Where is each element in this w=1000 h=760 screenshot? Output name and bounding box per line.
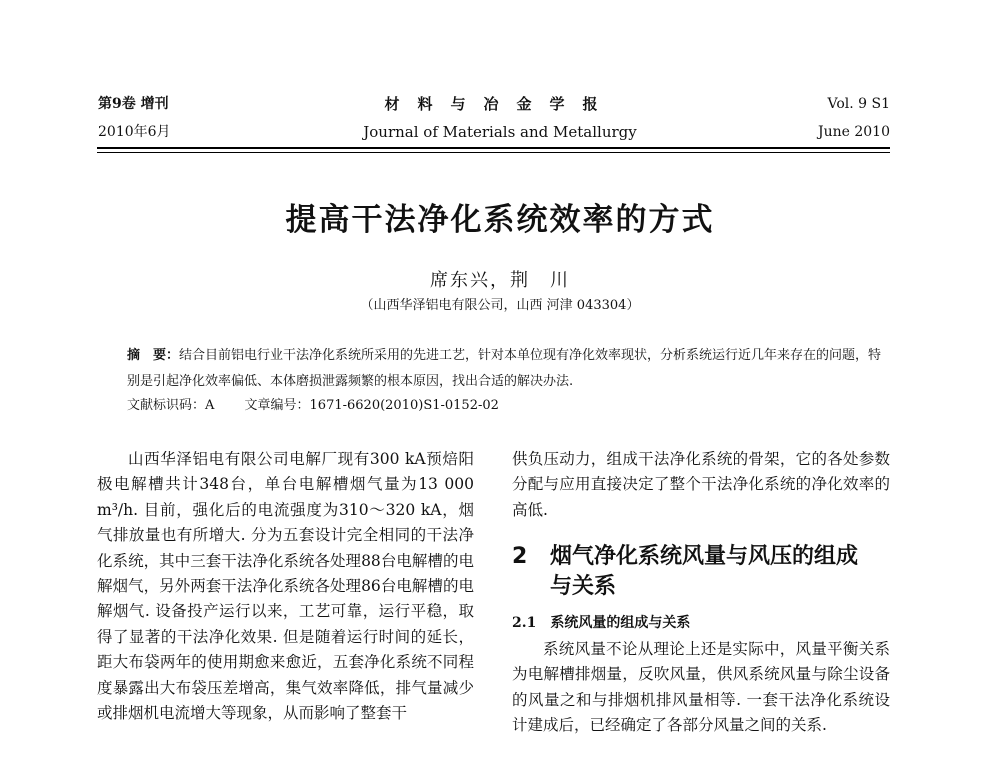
section-2-title-line2: 与关系 [550,574,617,599]
date-en: June 2010 [817,124,890,140]
section-2-1-title: 系统风量的组成与关系 [550,615,691,631]
section-2-1-number: 2.1 [512,615,537,631]
section-2-1-heading [512,612,690,632]
header-rule-thin [97,152,890,153]
affiliation: （山西华泽铝电有限公司，山西 河津 043304） [360,298,640,313]
abstract [127,343,887,395]
article-meta [127,394,525,413]
header-right [818,90,890,146]
body-left-column: 山西华泽铝电有限公司电解厂现有300 kA预焙阳极电解槽共计348台，单台电解槽烟气量为13 000 m³/h. 目前，强化后的电流强度为310～320 kA，烟气排放量也有所增大. 分为五套设计完全相同的干法净化系统，其中三套干法净化系统各处理88台电解槽的电解烟气，另外两套干法净化系统各处理86台电解槽的电解烟气. 设备投产运行以来，工艺可靠，运行平稳，取得了显著的干法净化效果. 但是随着运行时间的延长，距大布袋两年的使用期愈来愈近，五套净化系统不同程度暴露出大布袋压差增高，集气效率降低，排气量减少或排烟机电流增大等现象，从而影响了整套干 [97,450,474,723]
authors: 席东兴，荆 川 [430,270,570,291]
abstract-label: 摘 要： [127,348,180,363]
article-number: 文章编号：1671-6620(2010)S1-0152-02 [244,398,499,413]
doc-code: 文献标识码：A [127,398,215,413]
volume-en: Vol. 9 S1 [827,96,890,112]
section-2-heading [512,542,858,602]
section-2-number: 2 [512,544,528,569]
journal-title-en: Journal of Materials and Metallurgy [363,123,637,141]
volume-cn: 第9卷 增刊 [98,96,169,112]
body-right-bottom: 系统风量不论从理论上还是实际中，风量平衡关系为电解槽排烟量，反吹风量，供风系统风量与除尘设备的风量之和与排烟机排风量相等. 一套干法净化系统设计建成后，已经确定了各部分风量之间的关系. [512,640,890,735]
header-rule-thick [97,147,890,149]
date-cn: 2010年6月 [98,124,171,140]
body-right-top: 供负压动力，组成干法净化系统的骨架，它的各处参数分配与应用直接决定了整个干法净化系统的净化效率的高低. [512,450,890,519]
journal-title-cn: 材料与冶金学报 [384,95,616,113]
section-2-title-line1: 烟气净化系统风量与风压的组成 [550,544,859,569]
abstract-text: 结合目前铝电行业干法净化系统所采用的先进工艺，针对本单位现有净化效率现状，分析系统运行近几年来存在的问题，特别是引起净化效率偏低、本体磨损泄露频繁的根本原因，找出合适的解决办法. [127,348,882,389]
paper-title: 提高干法净化系统效率的方式 [285,202,715,238]
